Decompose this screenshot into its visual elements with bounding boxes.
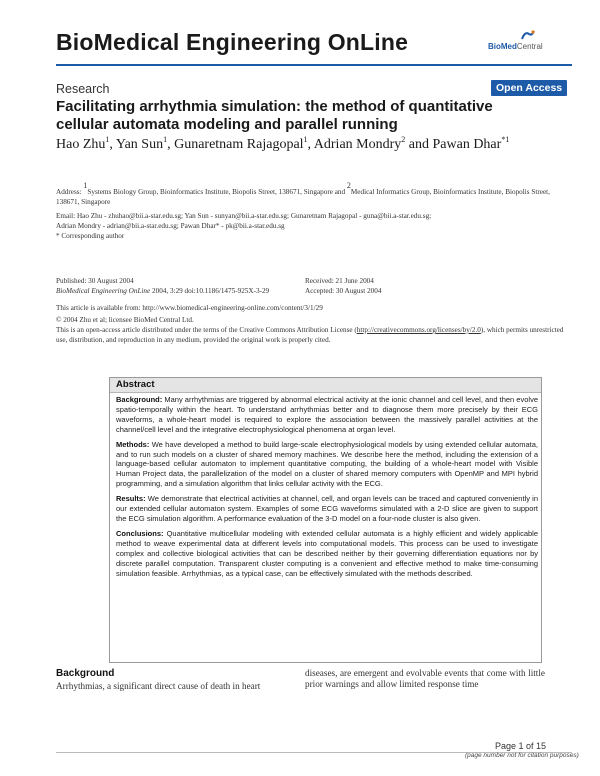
abstract-section-label: Conclusions: [116,528,164,538]
citation-details: 2004, 3:29 doi:10.1186/1475-925X-3-29 [150,287,270,295]
publication-info [56,276,296,296]
logo-text-central: Central [516,42,543,51]
author-separator: , [109,137,116,152]
article-type: Research [56,82,110,96]
abstract-section-text: Many arrhythmias are triggered by abnormal electrical activity at the ionic channel and cell level, and then evolve spatio-temporally within the heart. To understand arrhythmias better and to diagnose them more precisely by their ECG waveforms, a whole-heart model is required to explore the association between the massively parallel activities at the channel/cell level and the integrative electrophysiological phenomena at organ level. [116,395,538,434]
citation [56,286,296,296]
author-name: Adrian Mondry [313,137,402,152]
corresponding-author-note: * Corresponding author [56,232,125,240]
biomed-central-logo-icon [521,30,535,40]
abstract-body [116,395,538,583]
author-name: Pawan Dhar [432,137,502,152]
license-text-b: ), which permits unrestricted use, distribution, and reproduction in any medium, provided the original work is properly cited. [56,326,564,344]
affiliation-number: 2 [346,181,351,190]
abstract-box [109,377,542,663]
page-number-note: (page number not for citation purposes) [465,752,579,759]
abstract-section [116,440,538,490]
author-affiliation: 1 [303,135,308,144]
page-number: Page 1 of 15 [495,741,547,751]
author-separator: , [167,137,175,152]
abstract-section-label: Results: [116,494,146,504]
article-url-line: This article is available from: http://www.biomedical-engineering-online.com/content/3/1/29 [56,304,323,312]
license-block [56,315,572,345]
email-line: Adrian Mondry - adrian@bii.a-star.edu.sg; Pawan Dhar* - pk@bii.a-star.edu.sg [56,222,285,230]
section-heading-background: Background [56,668,115,679]
publisher-logo [488,30,568,54]
affiliation-2: Medical Informatics Group, Bioinformatics Institute, Biopolis Street, 138671, Singapore [56,188,550,206]
license-link[interactable]: http://creativecommons.org/licenses/by/2.0 [356,326,481,334]
abstract-heading: Abstract [116,379,155,390]
author-list [56,136,526,153]
abstract-section-text: We have developed a method to build large-scale electrophysiological models by using extended cellular automata, and to run such models on a cluster of shared memory machines. We describe here the method, including the extension of a language-based cellular automaton to implement quantitative computing, the building of a whole-heart model with Visible Human Project data, the parallelization of the model on a cluster of shared memory computers with OpenMP and MPI hybrid programming, and a simulation algorithm that links cellular activity with the ECG. [116,439,538,489]
abstract-section-text: Quantitative multicellular modeling with extended cellular automata is a highly efficient and widely applicable method to weave experimental data at different levels into computational models. This process can be used to investigate complex and collective biological activities that can be described neither by their governing differentiation equations nor by discrete parallel computation. Transparent cluster computing is a convenient and effective method to make time-consuming simulation feasible. Arrhythmias, as a typical case, can be effectively simulated with the methods described. [116,528,538,578]
author-separator: , [307,137,314,152]
author-separator: and [405,137,433,152]
abstract-section-text: We demonstrate that electrical activities at channel, cell, and organ levels can be traced and captured conveniently in our extended cellular automaton system. Examples of some ECG waveforms simulated with a 2-D slice are given to support the ECG simulation algorithm. A performance evaluation of the 3-D model on a four-node cluster is also given. [116,494,538,523]
published-date: Published: 30 August 2004 [56,277,134,285]
journal-title: BioMedical Engineering OnLine [56,29,409,55]
address-label: Address: [56,188,84,196]
author-affiliation: 2 [401,135,406,144]
author-name: Yan Sun [115,137,164,152]
abstract-header [110,378,541,393]
abstract-section [116,494,538,524]
author-affiliation: 1 [105,135,110,144]
abstract-section-label: Background: [116,395,163,404]
accepted-date: Accepted: 30 August 2004 [305,287,382,295]
license-text [56,325,572,345]
body-column-left: Arrhythmias, a significant direct cause of death in heart [56,681,261,691]
received-date: Received: 21 June 2004 [305,277,374,285]
affiliation-1: Systems Biology Group, Bioinformatics Institute, Biopolis Street, 138671, Singapore and [87,188,347,196]
copyright-line: © 2004 Zhu et al; licensee BioMed Central Ltd. [56,316,194,324]
header-rule [56,64,572,66]
affiliation-number: 1 [83,181,88,190]
author-emails [56,211,572,241]
email-line: Email: Hao Zhu - zhuhao@bii.a-star.edu.sg; Yan Sun - sunyan@bii.a-star.edu.sg; Gunaretnam Rajagopal - guna@bii.a-star.edu.sg; [56,212,432,220]
logo-text-biomed: BioMed [488,42,517,51]
author-name: Gunaretnam Rajagopal [174,137,304,152]
author-affiliation: 1 [163,135,168,144]
author-address [56,181,572,207]
paper-title: Facilitating arrhythmia simulation: the method of quantitative cellular automata modeling and parallel running [56,98,493,133]
author-affiliation: *1 [501,135,510,144]
license-text-a: This is an open-access article distributed under the terms of the Creative Commons Attribution License ( [56,326,357,334]
abstract-section-label: Methods: [116,439,150,449]
abstract-section [116,395,538,435]
abstract-section [116,529,538,579]
citation-journal: BioMedical Engineering OnLine [56,287,151,295]
open-access-badge: Open Access [491,80,567,96]
author-name: Hao Zhu [56,137,106,152]
received-accepted-info [305,276,545,296]
body-column-right: diseases, are emergent and evolvable events that come with little prior warnings and allow limited response time [305,668,545,689]
